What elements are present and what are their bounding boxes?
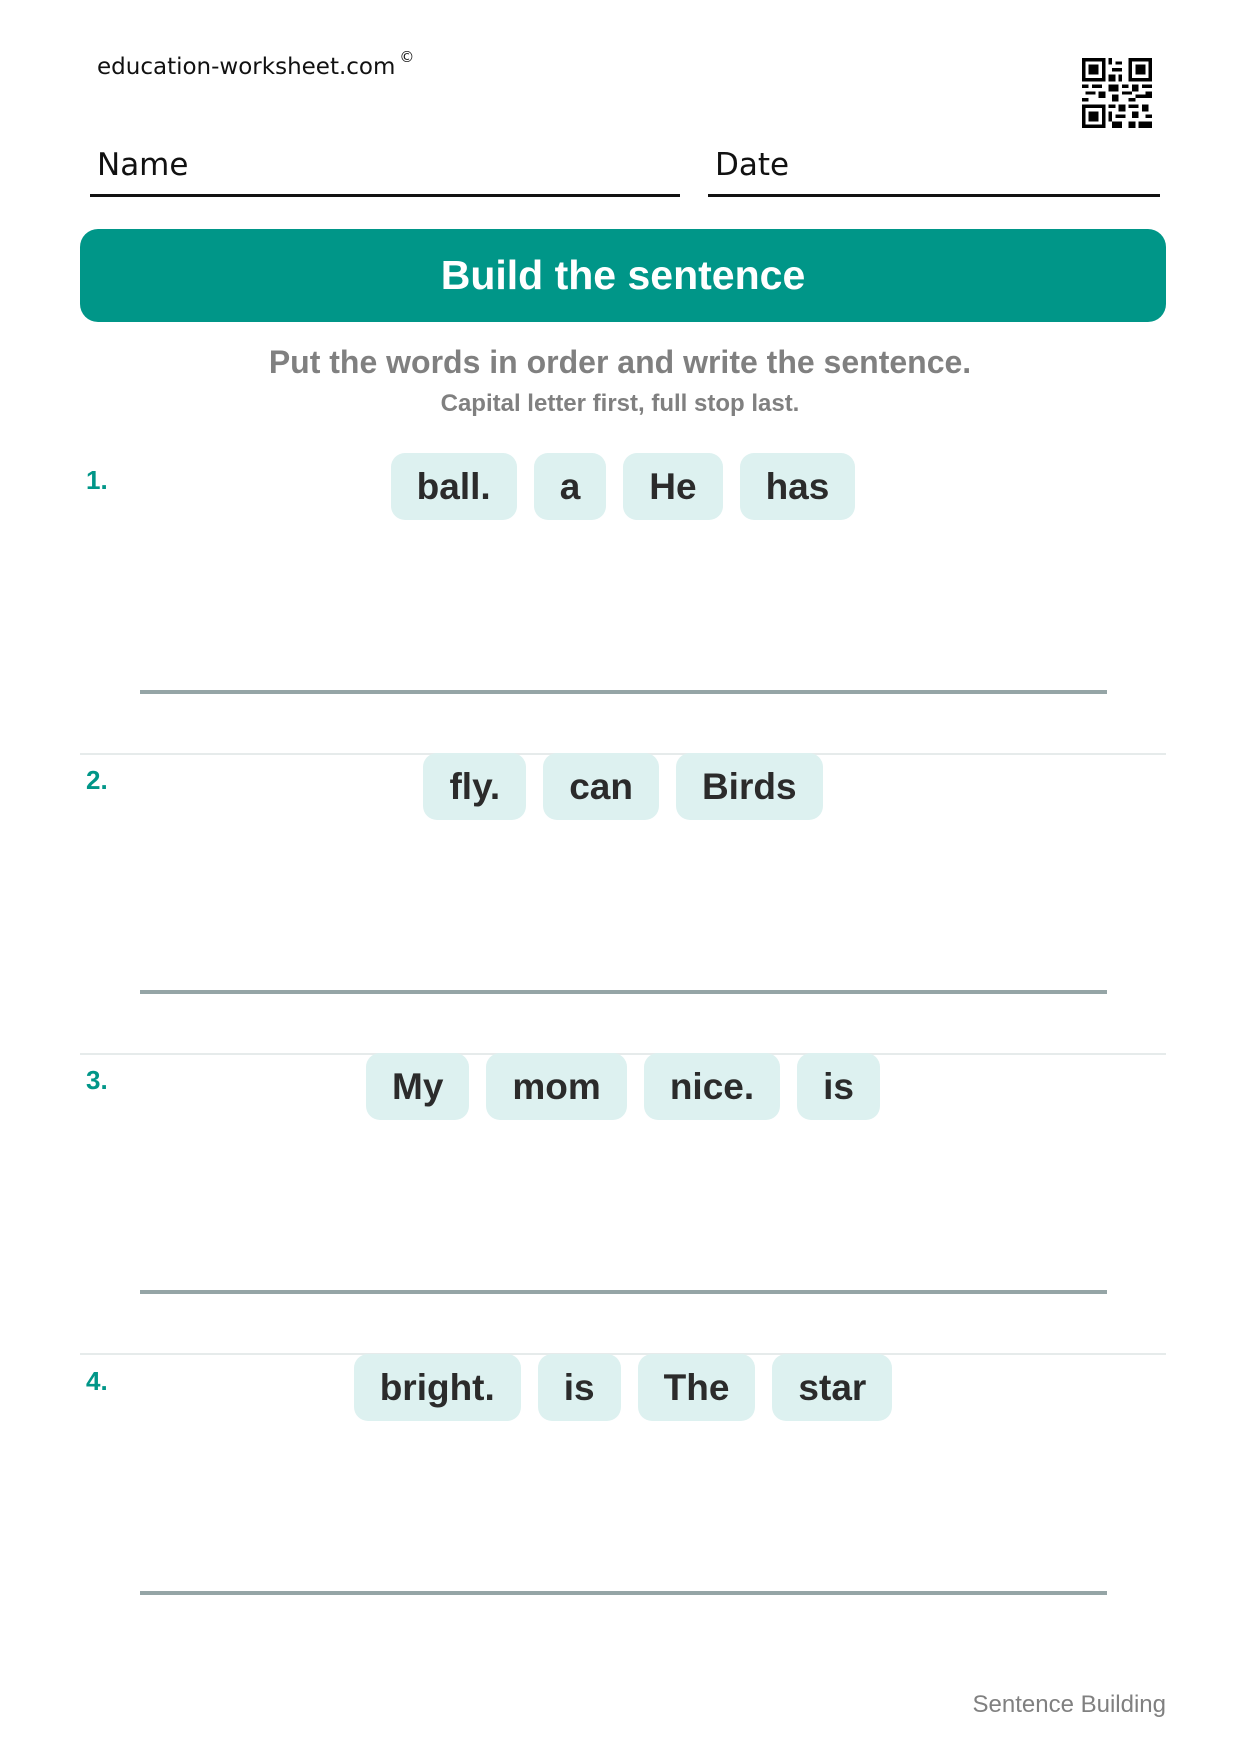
word-tiles	[80, 1354, 1166, 1421]
page-title: Build the sentence	[440, 252, 806, 298]
instruction-sub: Capital letter first, full stop last.	[440, 390, 800, 417]
question-number: 2.	[86, 765, 108, 795]
site-name-text: education-worksheet.com	[97, 54, 396, 80]
name-field[interactable]	[90, 142, 680, 197]
instruction-main: Put the words in order and write the sentence.	[268, 344, 972, 380]
word-tile[interactable]: ball.	[391, 453, 517, 520]
word-tile[interactable]: star	[772, 1354, 892, 1421]
word-tile[interactable]: The	[638, 1354, 756, 1421]
copyright-symbol: ©	[399, 48, 415, 66]
word-tile[interactable]: is	[797, 1053, 880, 1120]
name-label: Name	[97, 147, 189, 183]
word-tile[interactable]: mom	[486, 1053, 626, 1120]
answer-line[interactable]	[140, 690, 1107, 694]
question-number: 3.	[86, 1065, 108, 1095]
date-field[interactable]	[708, 142, 1160, 197]
date-label: Date	[715, 147, 790, 183]
word-tile[interactable]: fly.	[423, 753, 526, 820]
footer-label: Sentence Building	[972, 1691, 1166, 1718]
question-3	[80, 1053, 1166, 1355]
site-name	[97, 48, 414, 80]
word-tile[interactable]: is	[538, 1354, 621, 1421]
answer-line[interactable]	[140, 1591, 1107, 1595]
word-tiles	[80, 453, 1166, 520]
word-tile[interactable]: nice.	[644, 1053, 780, 1120]
answer-line[interactable]	[140, 990, 1107, 994]
qr-code-icon	[1082, 58, 1152, 128]
question-4	[80, 1354, 1166, 1654]
word-tile[interactable]: can	[543, 753, 659, 820]
word-tile[interactable]: bright.	[354, 1354, 521, 1421]
word-tile[interactable]: My	[366, 1053, 469, 1120]
answer-line[interactable]	[140, 1290, 1107, 1294]
word-tile[interactable]: He	[623, 453, 722, 520]
question-number: 4.	[86, 1366, 108, 1396]
word-tile[interactable]: has	[740, 453, 856, 520]
word-tiles	[80, 1053, 1166, 1120]
word-tile[interactable]: a	[534, 453, 607, 520]
question-1	[80, 453, 1166, 755]
question-2	[80, 753, 1166, 1055]
title-banner	[80, 229, 1166, 322]
question-number: 1.	[86, 465, 108, 495]
word-tiles	[80, 753, 1166, 820]
word-tile[interactable]: Birds	[676, 753, 823, 820]
